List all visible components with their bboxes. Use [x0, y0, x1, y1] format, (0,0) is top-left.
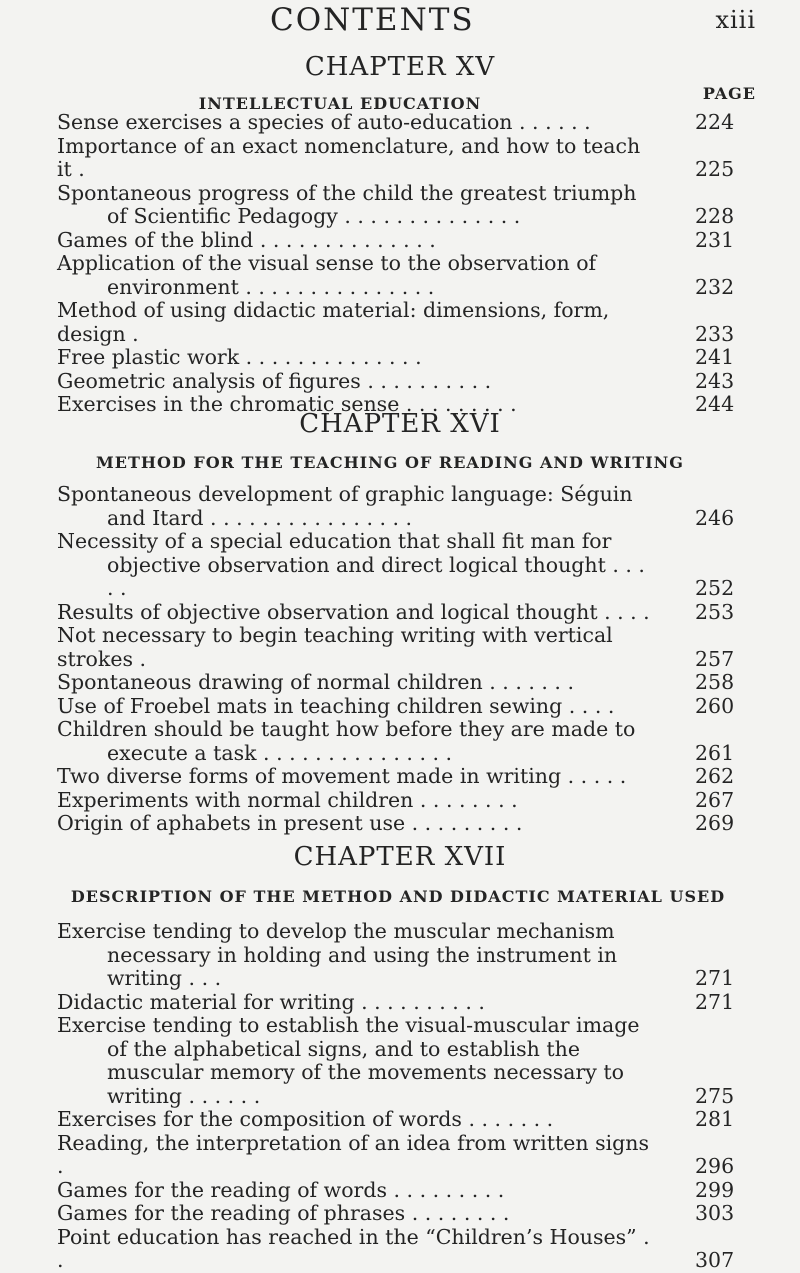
- toc-entry[interactable]: [57, 182, 765, 229]
- toc-entry-page: 260: [695, 693, 735, 718]
- toc-list: [57, 483, 765, 836]
- toc-entry-title: Geometric analysis of figures . . . . . . . . . .: [57, 368, 492, 393]
- toc-entry-title: Exercise tending to develop the muscular mechanism necessary in holding and using the instrument in writing . . .: [57, 919, 618, 990]
- toc-entry[interactable]: [57, 252, 765, 299]
- toc-entry-page: 271: [695, 966, 735, 990]
- toc-entry-page: 261: [695, 740, 735, 765]
- toc-entry[interactable]: [57, 765, 765, 789]
- toc-entry-title: Origin of aphabets in present use . . . . . . . . .: [57, 811, 523, 835]
- toc-entry-title: Exercises for the composition of words . . . . . . .: [57, 1107, 554, 1131]
- toc-entry-title: Children should be taught how before they are made to execute a task . . . . . . . . . . . . . . .: [57, 717, 636, 765]
- toc-entry-page: 244: [695, 392, 735, 416]
- toc-entry[interactable]: [57, 812, 765, 836]
- toc-entry-page: 224: [695, 110, 735, 134]
- toc-list: [57, 920, 765, 1273]
- toc-entry-title: Exercises in the chromatic sense . . . . . . . . .: [57, 392, 517, 416]
- toc-entry-page: 257: [695, 646, 735, 671]
- toc-entry-title: Sense exercises a species of auto-education . . . . . .: [57, 110, 591, 134]
- toc-entry[interactable]: [57, 483, 765, 530]
- toc-entry-title: Reading, the interpretation of an idea from written signs .: [57, 1130, 649, 1178]
- toc-entry-page: 262: [695, 764, 735, 788]
- toc-entry-title: Necessity of a special education that shall fit man for objective observation and direct logical thought . . . . .: [57, 529, 645, 600]
- toc-entry-page: 269: [695, 811, 735, 835]
- toc-entry-title: Application of the visual sense to the observation of environment . . . . . . . . . . . . . . .: [57, 251, 597, 299]
- toc-entry[interactable]: [57, 370, 765, 394]
- toc-entry-page: 241: [695, 345, 735, 369]
- toc-entry-title: Use of Froebel mats in teaching children sewing . . . .: [57, 693, 615, 718]
- toc-entry[interactable]: [57, 111, 765, 135]
- toc-entry[interactable]: [57, 601, 765, 625]
- toc-entry[interactable]: [57, 346, 765, 370]
- toc-entry-page: 243: [695, 368, 735, 393]
- toc-entry-page: 275: [695, 1083, 735, 1108]
- toc-entry-title: Point education has reached in the “Children’s Houses” . .: [57, 1224, 650, 1272]
- toc-entry-title: Two diverse forms of movement made in writing . . . . .: [57, 764, 627, 788]
- toc-entry-title: Didactic material for writing . . . . . . . . . .: [57, 989, 485, 1014]
- toc-entry[interactable]: [57, 624, 765, 671]
- toc-entry-page: 253: [695, 599, 735, 624]
- toc-entry[interactable]: [57, 789, 765, 813]
- toc-entry[interactable]: [57, 1202, 765, 1226]
- toc-entry-title: Method of using didactic material: dimensions, form, design .: [57, 298, 610, 346]
- toc-entry[interactable]: [57, 1108, 765, 1132]
- toc-entry-page: 271: [695, 989, 735, 1014]
- toc-entry[interactable]: [57, 1132, 765, 1179]
- toc-entry-title: Games of the blind . . . . . . . . . . . . . .: [57, 227, 436, 252]
- toc-entry[interactable]: [57, 1014, 765, 1108]
- chapter-subtitle: INTELLECTUAL EDUCATION: [198, 94, 482, 113]
- toc-entry-page: 267: [695, 787, 735, 812]
- chapter-subtitle: DESCRIPTION OF THE METHOD AND DIDACTIC MATERIAL USED: [70, 887, 726, 906]
- toc-entry[interactable]: [57, 920, 765, 991]
- toc-entry[interactable]: [57, 530, 765, 601]
- toc-list: [57, 111, 765, 417]
- chapter-subtitle: METHOD FOR THE TEACHING OF READING AND WRITING: [96, 453, 684, 472]
- toc-entry-title: Games for the reading of words . . . . . . . . .: [57, 1177, 505, 1202]
- running-head: [0, 2, 800, 42]
- toc-entry-title: Not necessary to begin teaching writing with vertical strokes .: [57, 623, 613, 671]
- toc-entry-page: 281: [695, 1107, 735, 1131]
- toc-entry-page: 231: [695, 227, 735, 252]
- toc-entry-title: Spontaneous progress of the child the greatest triumph of Scientific Pedagogy . . . . . . . . . . . . . .: [57, 180, 637, 228]
- toc-entry[interactable]: [57, 718, 765, 765]
- toc-entry-page: 232: [695, 274, 735, 299]
- chapter-heading: CHAPTER XV: [304, 52, 496, 82]
- running-title: CONTENTS: [270, 2, 475, 38]
- toc-entry-page: 228: [695, 204, 735, 228]
- page-column-label: PAGE: [702, 84, 756, 103]
- toc-entry-title: Results of objective observation and logical thought . . . .: [57, 599, 650, 624]
- toc-entry-page: 225: [695, 157, 735, 181]
- toc-entry-title: Spontaneous drawing of normal children . . . . . . .: [57, 670, 574, 694]
- toc-entry[interactable]: [57, 695, 765, 719]
- toc-entry[interactable]: [57, 135, 765, 182]
- toc-entry-page: 299: [695, 1177, 735, 1202]
- toc-entry-title: Spontaneous development of graphic language: Séguin and Itard . . . . . . . . . . . . . . . .: [57, 482, 633, 530]
- toc-entry-title: Games for the reading of phrases . . . . . . . .: [57, 1201, 510, 1225]
- toc-entry-page: 307: [695, 1248, 735, 1272]
- toc-entry[interactable]: [57, 299, 765, 346]
- toc-entry-page: 296: [695, 1154, 735, 1178]
- toc-entry[interactable]: [57, 991, 765, 1015]
- toc-entry[interactable]: [57, 229, 765, 253]
- toc-entry-page: 258: [695, 670, 735, 694]
- toc-entry[interactable]: [57, 1179, 765, 1203]
- toc-entry[interactable]: [57, 671, 765, 695]
- toc-entry-page: 303: [695, 1201, 735, 1225]
- chapter-heading: CHAPTER XVI: [299, 409, 501, 439]
- toc-entry-title: Importance of an exact nomenclature, and how to teach it .: [57, 133, 641, 181]
- chapter-heading: CHAPTER XVII: [293, 842, 507, 872]
- toc-entry[interactable]: [57, 1226, 765, 1273]
- toc-entry-page: 252: [695, 576, 735, 600]
- folio-page-number: xiii: [715, 6, 756, 34]
- toc-entry-title: Experiments with normal children . . . . . . . .: [57, 787, 518, 812]
- toc-entry-title: Exercise tending to establish the visual-muscular image of the alphabetical signs, and to establish the muscular memory of the movements necessary to writing . . . . . .: [57, 1013, 640, 1108]
- toc-entry-page: 233: [695, 321, 735, 346]
- toc-entry-title: Free plastic work . . . . . . . . . . . . . .: [57, 345, 422, 369]
- toc-entry-page: 246: [695, 505, 735, 530]
